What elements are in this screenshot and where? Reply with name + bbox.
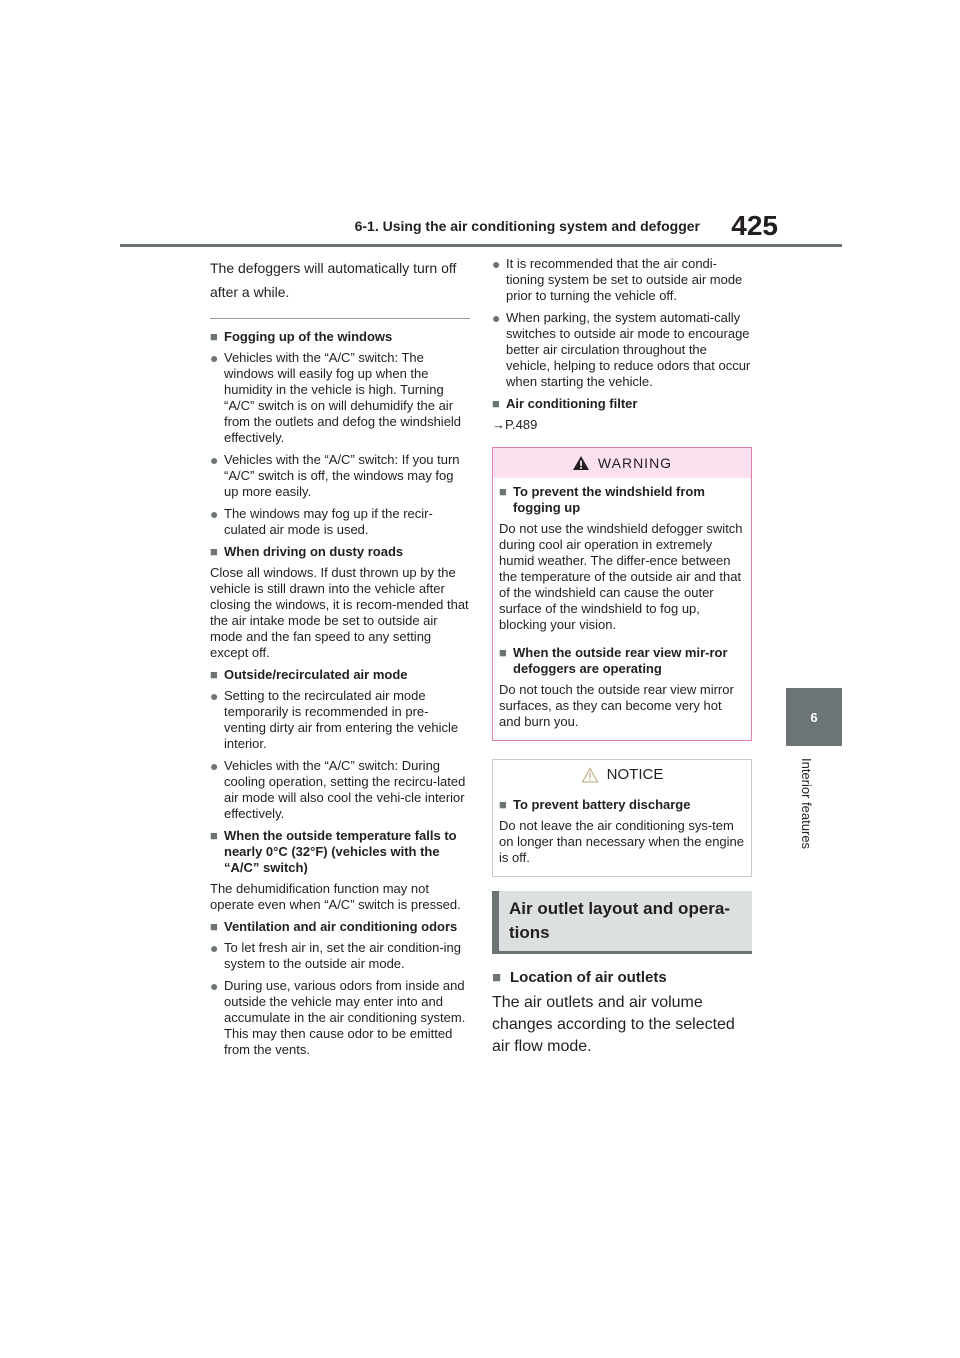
circle-bullet-icon: ● <box>210 452 219 468</box>
square-bullet-icon: ■ <box>499 484 507 499</box>
warning-text-2: Do not touch the outside rear view mirror surfaces, as they can become very hot and burn you. <box>499 682 734 729</box>
circle-bullet-icon: ● <box>210 978 219 994</box>
list-item: ● To let fresh air in, set the air condition-ing system to the outside air mode. <box>210 940 462 971</box>
notice-heading: ■ To prevent battery discharge <box>499 797 691 812</box>
filter-page-reference[interactable]: →P.489 <box>492 417 538 432</box>
chapter-tab: 6 <box>786 688 842 746</box>
warning-box <box>492 447 752 741</box>
list-item: ● It is recommended that the air condi-tioning system be set to outside air mode prior to turning the vehicle off. <box>492 256 743 303</box>
notice-box <box>492 759 752 877</box>
section-title: 6-1. Using the air conditioning system and defogger <box>354 218 700 234</box>
ventilation-heading: ■ Ventilation and air conditioning odors <box>210 919 458 934</box>
circle-bullet-icon: ● <box>210 940 219 956</box>
notice-text: Do not leave the air conditioning sys-tem on longer than necessary when the engine is off. <box>499 818 745 865</box>
list-item: ● Setting to the recirculated air mode temporarily is recommended in pre-venting dirty air from entering the vehicle interior. <box>210 688 459 751</box>
outside-air-heading: ■ Outside/recirculated air mode <box>210 667 408 682</box>
notice-body <box>493 791 751 876</box>
square-bullet-icon: ■ <box>499 797 507 812</box>
warning-body <box>493 478 751 740</box>
circle-bullet-icon: ● <box>210 688 219 704</box>
warning-text-1: Do not use the windshield defogger switch during cool air operation in extremely humid weather. The differ-ence between the temperature of the outside air and that of the windshield can cause the outer surface of the windshield to fog up, blocking your vision. <box>499 521 743 632</box>
dusty-heading: ■ When driving on dusty roads <box>210 544 404 559</box>
header-rule <box>120 244 842 247</box>
square-bullet-icon: ■ <box>210 919 218 934</box>
right-column <box>492 256 752 1058</box>
circle-bullet-icon: ● <box>210 758 219 774</box>
square-bullet-icon: ■ <box>210 544 218 559</box>
square-bullet-icon: ■ <box>210 828 218 843</box>
notice-triangle-icon <box>581 767 599 783</box>
list-item: ● When parking, the system automati-cally switches to outside air mode to encourage better air circulation throughout the vehicle, helping to reduce odors that occur when starting the vehicle. <box>492 310 751 389</box>
warning-triangle-icon <box>572 455 590 471</box>
warning-header: WARNING <box>493 448 751 478</box>
circle-bullet-icon: ● <box>492 256 501 272</box>
list-item: ● During use, various odors from inside and outside the vehicle may enter into and accumulate in the air conditioning system. This may then cause odor to be emitted from the vents. <box>210 978 466 1057</box>
location-heading: ■ Location of air outlets <box>492 969 667 986</box>
square-bullet-icon: ■ <box>210 667 218 682</box>
intro-text: The defoggers will automatically turn off after a while. <box>210 260 457 300</box>
square-bullet-icon: ■ <box>492 969 502 986</box>
circle-bullet-icon: ● <box>210 506 219 522</box>
fogging-heading: ■ Fogging up of the windows <box>210 329 393 344</box>
left-column <box>210 256 470 1064</box>
square-bullet-icon: ■ <box>210 329 218 344</box>
chapter-label: Interior features <box>799 758 814 850</box>
circle-bullet-icon: ● <box>210 350 219 366</box>
list-item: ● Vehicles with the “A/C” switch: During cooling operation, setting the recircu-lated air mode will also cool the vehi-cle interior effectively. <box>210 758 466 821</box>
filter-heading: ■ Air conditioning filter <box>492 396 638 411</box>
section-banner: Air outlet layout and opera-tions <box>492 891 752 954</box>
square-bullet-icon: ■ <box>492 396 500 411</box>
circle-bullet-icon: ● <box>492 310 501 326</box>
page-number: 425 <box>731 210 778 241</box>
divider <box>210 318 470 319</box>
list-item: ● Vehicles with the “A/C” switch: If you turn “A/C” switch is off, the windows may fog up more easily. <box>210 452 460 499</box>
warning-heading-1: ■ To prevent the windshield from fogging up <box>499 484 705 515</box>
list-item: ● The windows may fog up if the recir-culated air mode is used. <box>210 506 433 537</box>
notice-header: NOTICE <box>493 760 751 791</box>
temperature-text: The dehumidification function may not operate even when “A/C” switch is pressed. <box>210 881 461 912</box>
location-text: The air outlets and air volume changes according to the selected air flow mode. <box>492 994 735 1055</box>
square-bullet-icon: ■ <box>499 645 507 660</box>
warning-heading-2: ■ When the outside rear view mir-ror defoggers are operating <box>499 645 728 676</box>
temperature-heading: ■ When the outside temperature falls to nearly 0°C (32°F) (vehicles with the “A/C” switch) <box>210 828 457 875</box>
list-item: ● Vehicles with the “A/C” switch: The windows will easily fog up when the humidity in the vehicle is high. Turning “A/C” switch is on will dehumidify the air from the outlets and defog the windshield effectively. <box>210 350 462 445</box>
dusty-text: Close all windows. If dust thrown up by the vehicle is still drawn into the vehicle after closing the windows, it is recom-mended that the air intake mode be set to outside air mode and the fan speed to any setting except off. <box>210 565 469 660</box>
